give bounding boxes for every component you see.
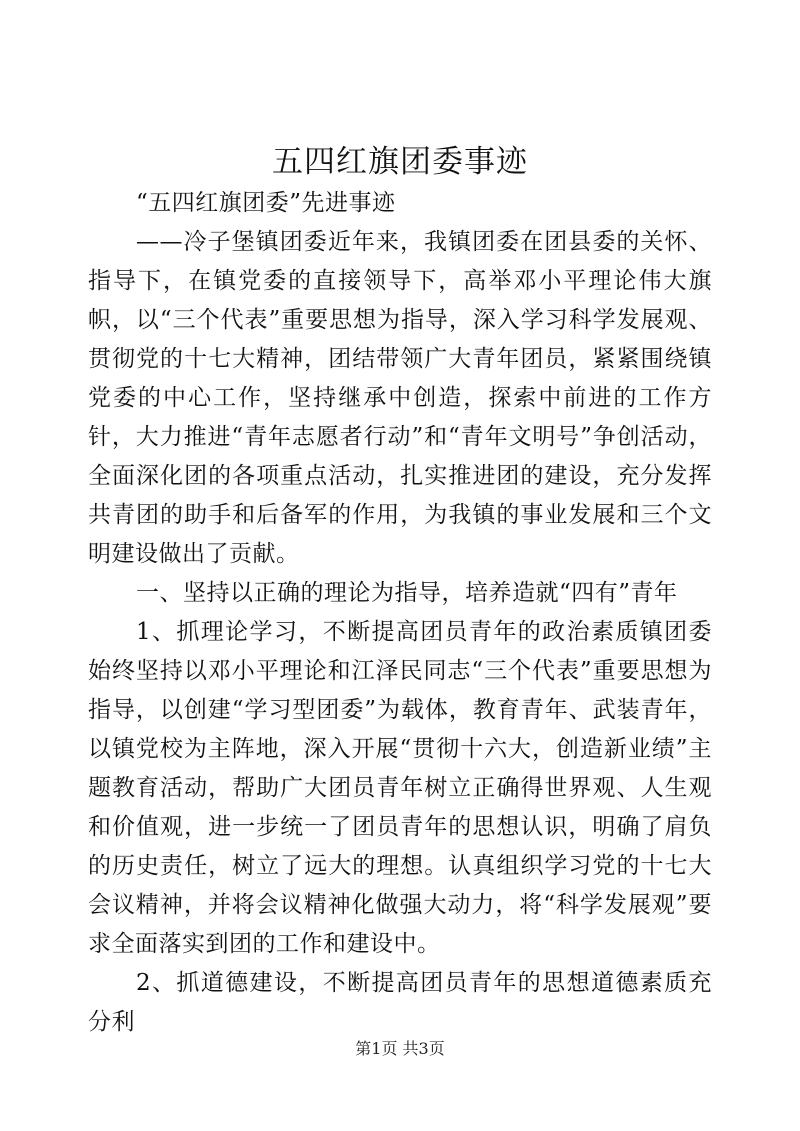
subtitle-paragraph: “五四红旗团委”先进事迹 [136,190,396,216]
document-title: 五四红旗团委事迹 [272,144,528,180]
body-paragraph-2: 2、抓道德建设，不断提高团员青年的思想道德素质充分利 [88,970,712,1035]
section-heading-1: 一、坚持以正确的理论为指导，培养造就“四有”青年 [136,580,678,606]
page-number-footer: 第1页 共3页 [355,1039,445,1058]
body-paragraph-1: 1、抓理论学习，不断提高团员青年的政治素质镇团委始终坚持以邓小平理论和江泽民同志“三个代表”重要思想为指导，以创建“学习型团委”为载体，教育青年、武装青年，以镇党校为主阵地，深入开展“贯彻十六大，创造新业绩”主题教育活动，帮助广大团员青年树立正确得世界观、人生观和价值观，进一步统一了团员青年的思想认识，明确了肩负的历史责任，树立了远大的理想。认真组织学习党的十七大会议精神，并将会议精神化做强大动力，将“科学发展观”要求全面落实到团的工作和建设中。 [88,619,712,957]
document-body [88,184,712,1042]
intro-paragraph: ——冷子堡镇团委近年来，我镇团委在团县委的关怀、指导下，在镇党委的直接领导下，高举邓小平理论伟大旗帜，以“三个代表”重要思想为指导，深入学习科学发展观、贯彻党的十七大精神，团结带领广大青年团员，紧紧围绕镇党委的中心工作，坚持继承中创造，探索中前进的工作方针，大力推进“青年志愿者行动”和“青年文明号”争创活动，全面深化团的各项重点活动，扎实推进团的建设，充分发挥共青团的助手和后备军的作用，为我镇的事业发展和三个文明建设做出了贡献。 [88,229,712,567]
